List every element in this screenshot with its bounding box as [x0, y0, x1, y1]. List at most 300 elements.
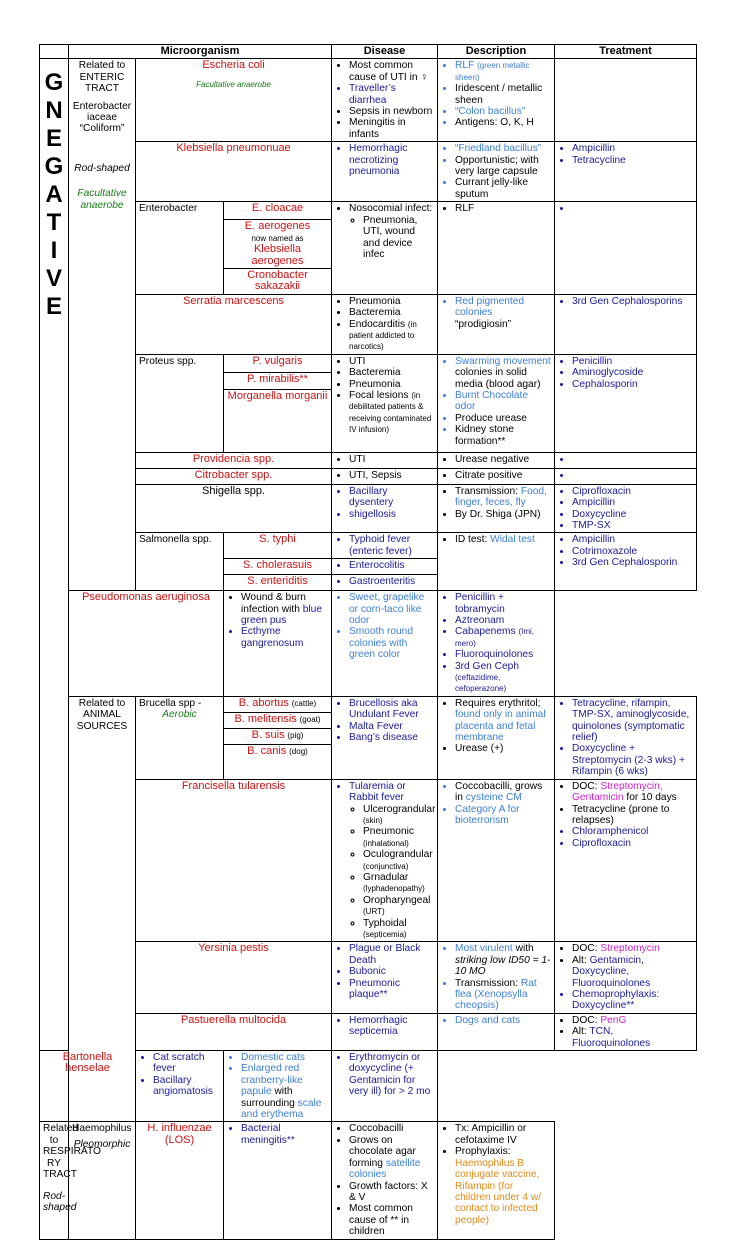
group-line: TRACT: [85, 83, 119, 95]
species-note: now named as: [251, 233, 304, 243]
description-item: • Currant jelly-like sputum: [455, 177, 551, 200]
treatment-text: DOC:: [572, 1014, 598, 1026]
description-item: • By Dr. Shiga (JPN): [455, 509, 551, 520]
description-text: Widal test: [490, 534, 535, 546]
species-newname: Klebsiella: [253, 243, 302, 256]
description-text: Coccobacilli, grows in: [455, 780, 543, 804]
disease-item: [349, 781, 434, 941]
side-letter: V: [45, 265, 62, 293]
side-letter: E: [45, 125, 62, 153]
treatment-item: [455, 661, 551, 695]
subitem-note: (URT): [363, 907, 385, 917]
subitem-note: (skin): [363, 815, 383, 825]
row-pasteurella: [40, 1013, 697, 1050]
disease-brucella: [332, 696, 438, 779]
disease-text: Tularemia or Rabbit fever: [349, 780, 406, 804]
description-item: • Category A for bioterrorism: [455, 804, 551, 827]
organism-name: Shigella spp.: [136, 484, 332, 533]
species-newname: aerogenes: [251, 254, 304, 267]
description-text: colonies in solid media (blood agar): [455, 367, 541, 390]
disease-item: • Bacteremia: [349, 307, 434, 318]
disease-serratia: [332, 294, 438, 354]
subitem-text: Typhoidal: [363, 917, 407, 929]
species-name: S. typhi: [224, 533, 332, 559]
side-letter: N: [45, 97, 63, 125]
row-yersinia: [40, 942, 697, 1013]
row-serratia: [40, 294, 697, 354]
organism-name: Bartonella henselae: [40, 1051, 136, 1122]
subitem-note: (conjunctiva): [363, 861, 409, 871]
disease-item: • shigellosis: [349, 509, 434, 520]
description-text: Transmission:: [455, 485, 519, 497]
description-item: [241, 1063, 328, 1120]
organism-name: Francisella tularensis: [136, 779, 332, 942]
description-item: • Growth factors: X & V: [349, 1181, 434, 1204]
disease-subitem: [363, 804, 434, 827]
facultative-label: Facultative: [77, 188, 127, 200]
treatment-item: • Cephalosporin: [572, 379, 693, 390]
family-name: Enterobacteriaceae: [72, 100, 132, 124]
disease-item: • Hemorrhagic septicemia: [349, 1015, 434, 1038]
treatment-item: • Chloramphenicol: [572, 826, 693, 837]
description-item: [349, 1135, 434, 1181]
treatment-item: [455, 1146, 551, 1226]
description-extra: “prodigiosin”: [455, 318, 512, 330]
treatment-text: Gentamicin, Doxycycline, Fluoroquinolones: [572, 954, 651, 989]
genus-salmonella: Salmonella spp.: [136, 533, 224, 591]
treatment-serratia: [555, 294, 697, 354]
disease-item: • Bubonic: [349, 966, 434, 977]
treatment-citrobacter: [555, 468, 697, 484]
organism-name: Pseudomonas aeruginosa: [69, 591, 224, 697]
species-name: B. melitensis: [234, 713, 297, 725]
group-line: RESPIRATO: [43, 1146, 101, 1158]
description-item: [455, 781, 551, 804]
side-letter: A: [45, 181, 63, 209]
treatment-text: Streptomycin, Gentamicin: [572, 780, 663, 804]
treatment-bartonella: [332, 1051, 438, 1122]
treatment-item: • 3rd Gen Cephalosporin: [572, 557, 693, 568]
family-alias: “Coliform”: [79, 123, 125, 135]
disease-item: • Pneumonia: [349, 379, 434, 390]
description-item: • Urease (+): [455, 743, 551, 754]
disease-text: Wound & burn infection with: [241, 592, 306, 615]
description-shigella: [438, 484, 555, 533]
description-item: [455, 943, 551, 977]
species-name: E. aerogenes: [244, 220, 311, 233]
shape-label: Rod-shaped: [74, 162, 130, 174]
description-item: [455, 486, 551, 509]
disease-item: • Most common cause of UTI in ♀: [349, 60, 434, 83]
treatment-text: Alt:: [572, 954, 587, 966]
disease-enterobacter: [332, 202, 438, 294]
row-pseudomonas: [40, 591, 697, 697]
description-item: • Dogs and cats: [455, 1015, 551, 1026]
description-text: Transmission:: [455, 977, 519, 989]
row-bartonella: [40, 1051, 697, 1122]
treatment-item: • Tetracycline, rifampin, TMP-SX, aminoglycoside, quinolones (symptomatic relief): [572, 698, 693, 744]
organism-name: Providencia spp.: [136, 452, 332, 468]
disease-note: (in patient addicted to narcotics): [349, 319, 417, 352]
disease-francisella: [332, 779, 438, 942]
treatment-text: Haemophilus B conjugate vaccine, Rifampin (for children under 4 w/ contact to infected people): [455, 1157, 542, 1226]
disease-text: Focal lesions: [349, 389, 409, 401]
treatment-enterobacter: [555, 202, 697, 294]
treatment-text: DOC:: [572, 943, 598, 955]
species-name: S. enteriditis: [224, 575, 332, 591]
species-name: B. suis: [251, 729, 285, 742]
disease-text: blue green pus: [241, 603, 323, 626]
treatment-item: • Ciprofloxacin: [572, 838, 693, 849]
row-shigella: [40, 484, 697, 533]
group-enteric: [69, 59, 136, 591]
description-item: • Antigens: O, K, H: [455, 117, 551, 128]
disease-item: [241, 592, 328, 626]
organism-note: Facultative anaerobe: [196, 79, 271, 89]
side-letter: G: [44, 69, 64, 97]
species-host: (pig): [287, 731, 304, 741]
description-item: • Produce urease: [455, 413, 551, 424]
header-microorganism: Microorganism: [69, 45, 332, 59]
organism-name: Klebsiella pneumonuae: [136, 142, 332, 202]
disease-item: • Traveller’s diarrhea: [349, 83, 434, 106]
row-francisella: [40, 779, 697, 942]
group-line: Related to: [78, 697, 126, 709]
description-item: • Sweet, grapelike or corn-taco like odor: [349, 592, 434, 626]
treatment-text: Alt:: [572, 1026, 587, 1038]
description-yersinia: [438, 942, 555, 1013]
genus-name: Brucella spp -: [139, 697, 202, 709]
description-pasteurella: [438, 1013, 555, 1050]
treatment-brucella: [555, 696, 697, 779]
disease-item: • Typhoid fever (enteric fever): [349, 534, 434, 557]
treatment-item: • TMP-SX: [572, 520, 693, 531]
species-canis: [224, 745, 332, 779]
treatment-item: • Ciprofloxacin: [572, 486, 693, 497]
row-enterobacter: [40, 202, 697, 220]
side-letter: G: [44, 153, 64, 181]
description-text: satellite colonies: [349, 1157, 421, 1181]
treatment-text: Prophylaxis:: [455, 1146, 511, 1158]
row-klebsiella: [40, 142, 697, 202]
subitem-text: Pneumonic: [363, 826, 414, 838]
treatment-item: [572, 955, 693, 989]
description-text: Most virulent: [455, 943, 513, 955]
disease-item: • Pneumonia: [349, 296, 434, 307]
treatment-item: • Chemoprophylaxis: Doxycycline**: [572, 989, 693, 1012]
disease-subitem: ◦ Pneumonia, UTI, wound and device infec: [363, 215, 434, 261]
description-item: • Iridescent / metallic sheen: [455, 83, 551, 106]
disease-proteus: [332, 354, 438, 452]
disease-item: • Malta Fever: [349, 721, 434, 732]
treatment-ecoli: [555, 59, 697, 142]
treatment-item: [572, 454, 693, 465]
description-citrobacter: [438, 468, 555, 484]
organism-ecoli: [136, 59, 332, 142]
treatment-text: (+ Gentamicin for very ill): [349, 1063, 416, 1098]
description-serratia: [438, 294, 555, 354]
treatment-pseudomonas: [438, 591, 555, 697]
row-citrobacter: [40, 468, 697, 484]
treatment-item: • Fluoroquinolones: [455, 649, 551, 660]
treatment-note: (ceftazidime, cefoperazone): [455, 673, 507, 694]
disease-yersinia: [332, 942, 438, 1013]
description-enterobacter: [438, 202, 555, 294]
treatment-item: • Ampicillin: [572, 534, 693, 545]
description-text: cysteine CM: [465, 792, 522, 804]
disease-text: Endocarditis: [349, 318, 406, 330]
treatment-item: • Ampicillin: [572, 497, 693, 508]
treatment-item: [349, 1052, 434, 1098]
description-item: • Smooth round colonies with green color: [349, 626, 434, 660]
treatment-item: • Ampicillin: [572, 143, 693, 154]
treatment-item: • Doxycycline: [572, 509, 693, 520]
disease-pseudomonas: [224, 591, 332, 697]
side-label-gram-negative: [40, 59, 69, 1051]
treatment-haemophilus: [438, 1122, 555, 1239]
organism-name: Yersinia pestis: [136, 942, 332, 1013]
disease-haemophilus: [224, 1122, 332, 1239]
subitem-text: Oropharyngeal: [363, 894, 431, 906]
subitem-text: Ulcerograndular: [363, 803, 436, 815]
organism-name: H. influenzae (LOS): [136, 1122, 224, 1239]
disease-item: • Bacterial meningitis**: [241, 1123, 328, 1146]
description-ecoli: [438, 59, 555, 142]
treatment-shigella: [555, 484, 697, 533]
treatment-proteus: [555, 354, 697, 452]
subitem-text: Oculograndular: [363, 849, 433, 861]
treatment-item: • Cotrimoxazole: [572, 546, 693, 557]
disease-item: • Plague or Black Death: [349, 943, 434, 966]
treatment-text: for 10 days: [626, 792, 677, 804]
organism-name: Escheria coli: [202, 59, 265, 72]
description-bartonella: [224, 1051, 332, 1122]
treatment-text: Streptomycin: [600, 943, 660, 955]
description-pseudomonas: [332, 591, 438, 697]
genus-enterobacter: Enterobacter: [136, 202, 224, 294]
description-klebsiella: [438, 142, 555, 202]
species-name: Cronobacter sakazakii: [224, 268, 332, 294]
disease-providencia: [332, 452, 438, 468]
disease-subitem: [363, 895, 434, 918]
treatment-item: • Tetracycline (prone to relapses): [572, 804, 693, 827]
treatment-text: PenG: [600, 1014, 627, 1026]
header-description: Description: [438, 45, 555, 59]
treatment-yersinia: [555, 942, 697, 1013]
pleomorphic-label: Pleomorphic: [73, 1138, 131, 1150]
disease-cholerasuis: [332, 559, 438, 575]
treatment-pasteurella: [555, 1013, 697, 1050]
shape-label: Rod-shaped: [43, 1190, 77, 1213]
disease-item: • Meningitis in infants: [349, 117, 434, 140]
treatment-text: for > 2 mo: [384, 1086, 431, 1098]
species-host: (cattle): [291, 698, 317, 708]
species-name: P. mirabilis**: [224, 372, 332, 389]
subitem-note: (lyphadenopathy): [363, 884, 425, 894]
disease-item: • Cat scratch fever: [153, 1052, 220, 1075]
header-disease: Disease: [332, 45, 438, 59]
treatment-item: [572, 781, 693, 804]
species-name: Morganella morganii: [224, 389, 332, 452]
disease-subitem: [363, 918, 434, 941]
treatment-item: • Tx: Ampicillin or cefotaxime IV: [455, 1123, 551, 1146]
species-aerogenes: [224, 220, 332, 269]
treatment-item: [572, 470, 693, 481]
genus-brucella: [136, 696, 224, 779]
description-text: Grows on chocolate agar forming: [349, 1134, 416, 1169]
group-line: Related to: [43, 1123, 79, 1146]
treatment-item: • Doxycycline + Streptomycin (2-3 wks) + Rifampin (6 wks): [572, 743, 693, 777]
disease-item: • Brucellosis aka Undulant Fever: [349, 698, 434, 721]
treatment-text: DOC:: [572, 780, 598, 792]
treatment-klebsiella: [555, 142, 697, 202]
description-item: • Burnt Chocolate odor: [455, 390, 551, 413]
row-providencia: [40, 452, 697, 468]
species-name: E. cloacae: [224, 202, 332, 220]
disease-typhi: [332, 533, 438, 559]
side-letter: E: [45, 293, 62, 321]
disease-item: • Ecthyme gangrenosum: [241, 626, 328, 649]
group-line: Related to: [78, 60, 126, 72]
disease-subitem: [363, 872, 434, 895]
disease-shigella: [332, 484, 438, 533]
treatment-item: • Penicillin + tobramycin: [455, 592, 551, 615]
description-item: • Red pigmented colonies: [455, 296, 551, 319]
description-text: Enlarged red cranberry-like papule: [241, 1063, 303, 1098]
description-text: found only in animal placenta and fetal membrane: [455, 709, 546, 744]
treatment-salmonella: [555, 533, 697, 591]
gram-negative-table: [39, 44, 697, 1240]
header-blank: [40, 45, 69, 59]
disease-item: [349, 390, 434, 436]
treatment-francisella: [555, 779, 697, 942]
disease-note: (in debilitated patients & receiving contaminated IV infusion): [349, 390, 432, 435]
treatment-item: • 3rd Gen Cephalosporins: [572, 296, 693, 307]
disease-item: • Hemorrhagic necrotizing pneumonia: [349, 143, 434, 177]
disease-item: • Enterocolitis: [349, 560, 434, 571]
species-name: B. abortus: [238, 696, 289, 709]
description-item: • Domestic cats: [241, 1052, 328, 1063]
disease-text: Nosocomial infect:: [349, 203, 433, 215]
disease-item: • Gastroenteritis: [349, 576, 434, 587]
description-item: [455, 534, 551, 545]
treatment-item: [455, 626, 551, 649]
description-item: • Citrate positive: [455, 470, 551, 481]
genus-name: Haemophilus: [72, 1123, 132, 1135]
header-row: [40, 45, 697, 59]
disease-item: • Bang’s disease: [349, 732, 434, 743]
description-text: Rat flea (Xenopsylla cheopsis): [455, 977, 537, 1012]
disease-bartonella: [136, 1051, 224, 1122]
disease-item: • UTI: [349, 454, 434, 465]
organism-name: Serratia marcescens: [136, 294, 332, 354]
description-text: with: [515, 943, 534, 955]
treatment-item: [572, 1015, 693, 1026]
description-haemophilus: [332, 1122, 438, 1239]
disease-item: • UTI: [349, 356, 434, 367]
description-item: [455, 698, 551, 744]
description-text: scale and erythema: [241, 1097, 322, 1121]
subitem-note: (septicemia): [363, 929, 407, 939]
treatment-providencia: [555, 452, 697, 468]
treatment-item: • Penicillin: [572, 356, 693, 367]
disease-ecoli: [332, 59, 438, 142]
group-line: ENTERIC: [79, 71, 125, 83]
description-text: ID test:: [455, 534, 488, 546]
disease-subitem: [363, 849, 434, 872]
description-text: striking low ID50 = 1-10 MO: [455, 954, 551, 978]
row-salmonella: [40, 533, 697, 559]
disease-item: [349, 319, 434, 353]
description-item: [455, 978, 551, 1012]
description-item: • Most common cause of ** in children: [349, 1203, 434, 1237]
row-haemophilus: [40, 1122, 697, 1239]
organism-name: Citrobacter spp.: [136, 468, 332, 484]
description-text: Food, finger, feces, fly: [455, 485, 547, 509]
description-text: Swarming movement: [455, 355, 551, 367]
treatment-item: • Tetracycline: [572, 155, 693, 166]
treatment-item: [572, 943, 693, 954]
description-francisella: [438, 779, 555, 942]
treatment-note: (Imi, mero): [455, 627, 535, 648]
description-salmonella: [438, 533, 555, 591]
disease-item: • UTI, Sepsis: [349, 470, 434, 481]
side-letter: T: [46, 209, 62, 237]
aerobic-label: Aerobic: [162, 709, 197, 721]
description-proteus: [438, 354, 555, 452]
header-treatment: Treatment: [555, 45, 697, 59]
row-proteus: [40, 354, 697, 372]
disease-item: • Pneumonic plaque**: [349, 978, 434, 1001]
row-brucella: [40, 696, 697, 712]
group-line: ANIMAL: [83, 709, 121, 721]
treatment-item: • Aztreonam: [455, 615, 551, 626]
disease-item: [349, 203, 434, 260]
disease-item: • Bacillary dysentery: [349, 486, 434, 509]
treatment-item: • Aminoglycoside: [572, 367, 693, 378]
species-host: (goat): [299, 715, 321, 724]
treatment-text: Erythromycin or doxycycline: [349, 1052, 421, 1075]
description-item: • “Colon bacillus”: [455, 106, 551, 117]
genus-proteus: Proteus spp.: [136, 354, 224, 452]
species-host: (dog): [289, 747, 308, 757]
description-text: Requires erythritol;: [455, 697, 541, 709]
description-item: • RLF: [455, 203, 551, 214]
side-letter: I: [50, 237, 58, 265]
description-item: • Kidney stone formation**: [455, 424, 551, 447]
species-name: B. canis: [247, 745, 287, 758]
treatment-text: Cabapenems: [455, 626, 516, 638]
description-note: (green metallic sheen): [455, 61, 530, 82]
description-item: • Coccobacilli: [349, 1123, 434, 1134]
species-name: S. cholerasuis: [224, 559, 332, 575]
disease-item: • Bacteremia: [349, 367, 434, 378]
description-item: • “Friedland bacillus”: [455, 143, 551, 154]
species-abortus: [224, 696, 332, 712]
subitem-note: (inhalational): [363, 838, 409, 848]
species-suis: [224, 729, 332, 745]
description-item: • Urease negative: [455, 454, 551, 465]
group-line: RY TRACT: [43, 1157, 77, 1181]
description-item: [455, 60, 551, 83]
group-respiratory: [40, 1122, 101, 1239]
row-ecoli: [40, 59, 697, 142]
description-providencia: [438, 452, 555, 468]
description-item: [455, 356, 551, 390]
species-name: P. vulgaris: [224, 354, 332, 372]
treatment-item: [572, 1026, 693, 1049]
disease-item: • Bacillary angiomatosis: [153, 1075, 220, 1098]
